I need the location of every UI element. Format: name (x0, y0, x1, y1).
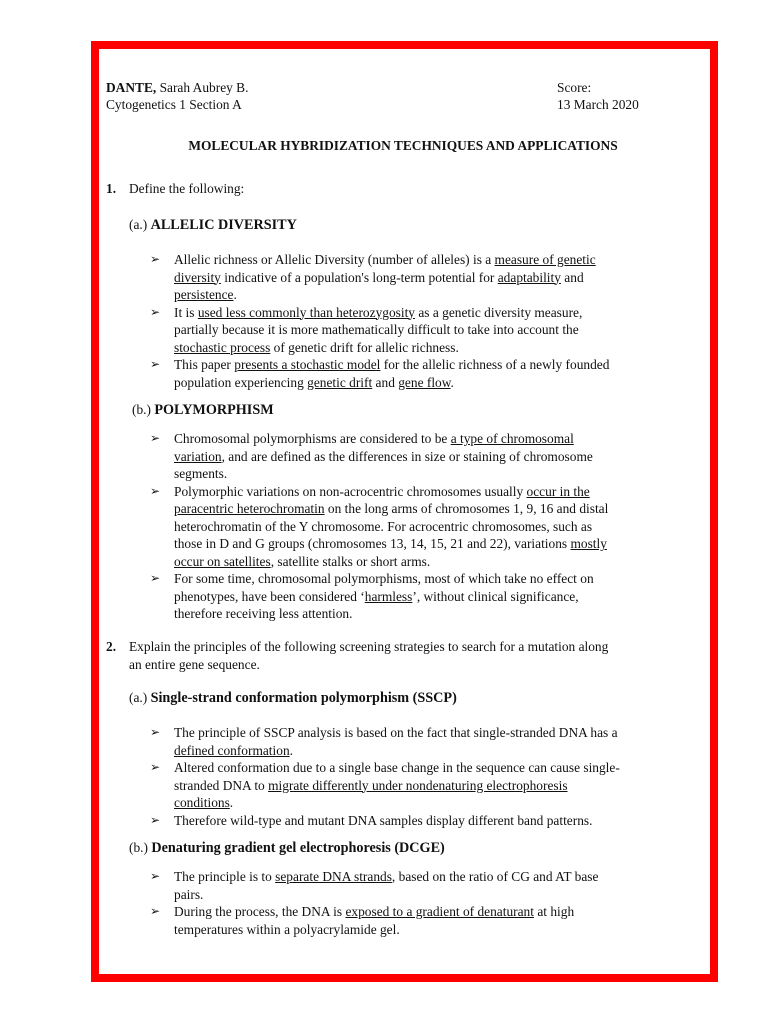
list-item: ➢ Therefore wild-type and mutant DNA samples display different band patterns. (150, 812, 593, 828)
student-given-name: Sarah Aubrey B. (156, 80, 249, 95)
list-item: ➢ Chromosomal polymorphisms are considered to be a type of chromosomal variation, and are defined as the differences in size or staining of chromosome segments. (150, 431, 593, 481)
document-title (0, 137, 768, 155)
section-2a-heading (129, 689, 457, 708)
list-item: ➢ It is used less commonly than heterozygosity as a genetic diversity measure, partially because it is more mathematically difficult to take into account the stochastic process of genetic drift for allelic richness. (150, 304, 583, 355)
arrowhead-bullet-icon: ➢ (150, 812, 161, 827)
section-1b-heading (132, 401, 274, 420)
date: 13 March 2020 (557, 97, 639, 112)
document-title-text: MOLECULAR HYBRIDIZATION TECHNIQUES AND APPLICATIONS (188, 138, 618, 153)
list-item: ➢ This paper presents a stochastic model for the allelic richness of a newly founded population experiencing genetic drift and gene flow. (150, 357, 610, 390)
arrowhead-bullet-icon: ➢ (150, 483, 161, 498)
section-2b-bullets (150, 868, 680, 938)
arrowhead-bullet-icon: ➢ (150, 869, 161, 883)
arrowhead-bullet-icon: ➢ (150, 357, 161, 371)
section-2a-title: Single-strand conformation polymorphism (SSCP) (150, 690, 457, 706)
section-2b-marker: (b.) (129, 840, 148, 855)
arrowhead-bullet-icon: ➢ (150, 571, 161, 585)
question-1-number: 1. (106, 181, 117, 196)
list-item: ➢ The principle of SSCP analysis is based on the fact that single-stranded DNA has a defined conformation. (150, 725, 618, 758)
student-surname: DANTE, (106, 80, 157, 95)
section-1a-marker: (a.) (129, 217, 148, 232)
student-name (106, 79, 248, 97)
section-1a-title: ALLELIC DIVERSITY (150, 217, 297, 233)
section-1b-marker: (b.) (132, 402, 151, 417)
arrowhead-bullet-icon: ➢ (150, 304, 161, 319)
section-1b-bullets (150, 430, 680, 623)
section-2b-heading (129, 839, 445, 858)
score-label: Score: (557, 80, 592, 95)
arrowhead-bullet-icon: ➢ (150, 760, 161, 774)
section-1a-heading (129, 216, 297, 235)
section-1a-bullets (150, 251, 680, 391)
section-1b-title: POLYMORPHISM (154, 402, 274, 418)
arrowhead-bullet-icon: ➢ (150, 431, 161, 445)
list-item: ➢ During the process, the DNA is exposed to a gradient of denaturant at high temperatures within a polyacrylamide gel. (150, 904, 575, 937)
list-item: ➢ Altered conformation due to a single base change in the sequence can cause single- stranded DNA to migrate differently under nondenaturing electrophoresis conditions. (150, 760, 620, 810)
list-item: ➢ Polymorphic variations on non-acrocentric chromosomes usually occur in the paracentric heterochromatin on the long arms of chromosomes 1, 9, 16 and distal heterochromatin of the Y chromosome. For acrocentric chromosomes, such as those in D and G groups (chromosomes 13, 14, 15, 21 and 22), variations mostly occur on satellites, satellite stalks or short arms. (150, 483, 609, 569)
section-2b-title: Denaturing gradient gel electrophoresis (DCGE) (151, 840, 445, 856)
course-section: Cytogenetics 1 Section A (106, 97, 242, 112)
list-item: ➢ Allelic richness or Allelic Diversity (number of alleles) is a measure of genetic diversity indicative of a population's long-term potential for adaptability and persistence. (150, 252, 596, 302)
list-item: ➢ For some time, chromosomal polymorphisms, most of which take no effect on phenotypes, have been considered ‘harmless’, without clinical significance, therefore receiving less attention. (150, 571, 594, 621)
question-2-number: 2. (106, 639, 117, 654)
section-2a-bullets (150, 724, 680, 829)
arrowhead-bullet-icon: ➢ (150, 252, 161, 266)
question-1-prompt: Define the following: (129, 181, 245, 196)
list-item: ➢ The principle is to separate DNA strands, based on the ratio of CG and AT base pairs. (150, 869, 599, 902)
arrowhead-bullet-icon: ➢ (150, 904, 161, 918)
arrowhead-bullet-icon: ➢ (150, 725, 161, 739)
section-2a-marker: (a.) (129, 690, 148, 705)
question-2-prompt: Explain the principles of the following screening strategies to search for a mutation along an entire gene sequence. (129, 639, 609, 672)
